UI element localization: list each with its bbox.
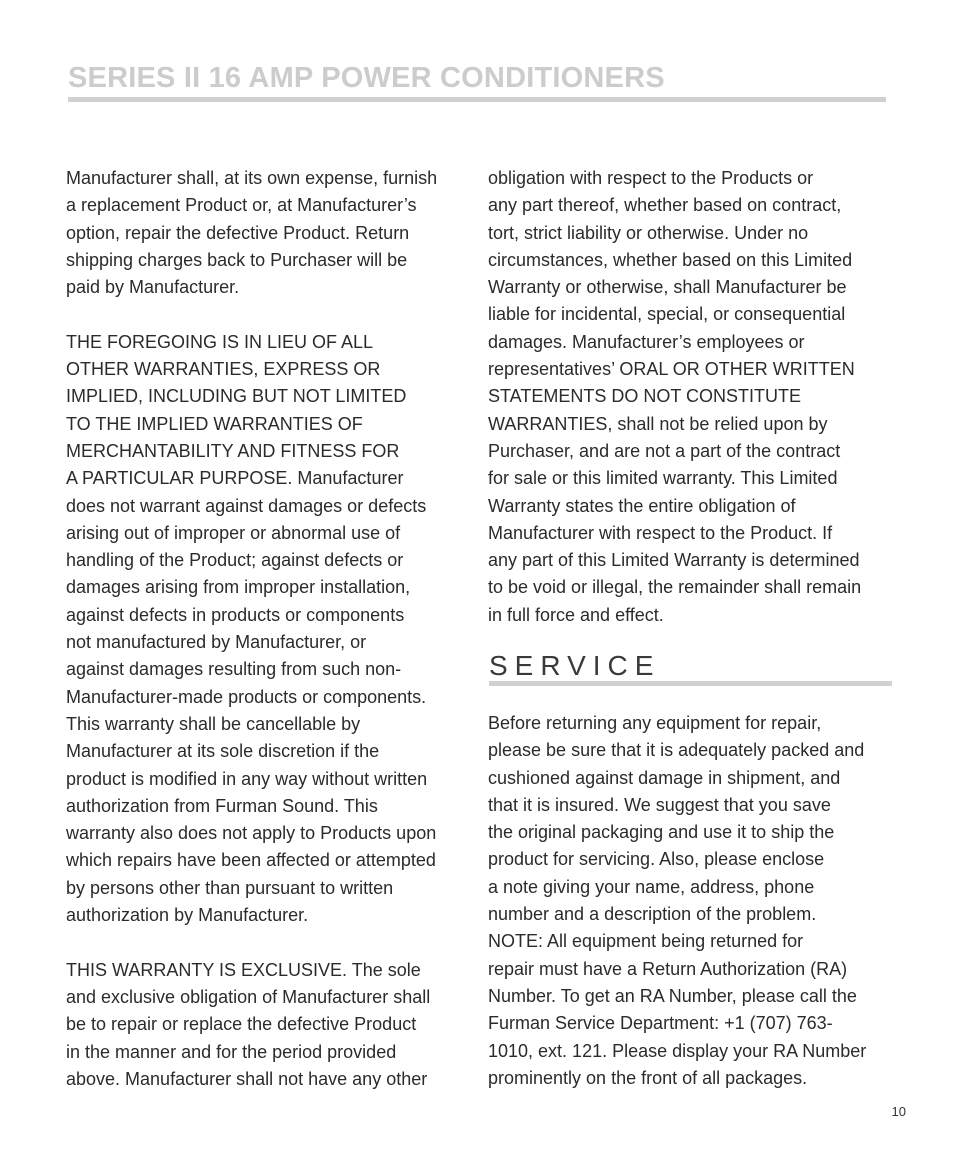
- text-line: THE FOREGOING IS IN LIEU OF ALL: [66, 331, 374, 352]
- text-line: authorization by Manufacturer.: [66, 905, 309, 926]
- text-line: any part of this Limited Warranty is determined: [488, 550, 860, 571]
- text-line: which repairs have been affected or attempted: [66, 850, 436, 871]
- text-line: Manufacturer at its sole discretion if the: [66, 741, 380, 762]
- text-line: A PARTICULAR PURPOSE. Manufacturer: [66, 468, 404, 489]
- page-number: 10: [891, 1104, 906, 1119]
- text-line: repair must have a Return Authorization (RA): [488, 958, 848, 979]
- text-line: tort, strict liability or otherwise. Under no: [488, 222, 809, 243]
- text-line: STATEMENTS DO NOT CONSTITUTE: [488, 386, 802, 407]
- text-line: obligation with respect to the Products or: [488, 168, 814, 188]
- page-title: SERIES II 16 AMP POWER CONDITIONERS: [68, 62, 665, 94]
- warranty-paragraph-2: [66, 329, 466, 930]
- text-line: TO THE IMPLIED WARRANTIES OF: [66, 413, 363, 434]
- warranty-paragraph-1: [66, 165, 466, 301]
- right-column: [488, 165, 890, 629]
- text-line: option, repair the defective Product. Return: [66, 222, 410, 243]
- text-line: a note giving your name, address, phone: [488, 876, 815, 897]
- service-paragraph: [488, 710, 890, 1092]
- text-line: against defects in products or components: [66, 604, 405, 625]
- text-line: damages. Manufacturer’s employees or: [488, 331, 805, 352]
- text-line: warranty also does not apply to Products upon: [66, 823, 437, 844]
- text-line: OTHER WARRANTIES, EXPRESS OR: [66, 359, 381, 380]
- text-line: paid by Manufacturer.: [66, 277, 240, 298]
- text-line: in the manner and for the period provided: [66, 1041, 397, 1062]
- text-line: circumstances, whether based on this Limited: [488, 249, 853, 270]
- left-column: [66, 165, 466, 1093]
- text-line: please be sure that it is adequately packed and: [488, 740, 865, 761]
- text-line: WARRANTIES, shall not be relied upon by: [488, 413, 828, 434]
- text-line: NOTE: All equipment being returned for: [488, 931, 804, 952]
- text-line: Manufacturer shall, at its own expense, furnish: [66, 168, 438, 188]
- warranty-paragraph-4: [488, 165, 890, 629]
- text-line: representatives’ ORAL OR OTHER WRITTEN: [488, 359, 855, 380]
- text-line: number and a description of the problem.: [488, 904, 817, 925]
- text-line: 1010, ext. 121. Please display your RA Number: [488, 1040, 867, 1061]
- text-line: Warranty or otherwise, shall Manufacturer be: [488, 277, 847, 298]
- text-line: Warranty states the entire obligation of: [488, 495, 796, 516]
- text-line: by persons other than pursuant to written: [66, 877, 394, 898]
- text-line: any part thereof, whether based on contract,: [488, 195, 842, 216]
- text-line: cushioned against damage in shipment, and: [488, 767, 841, 788]
- text-line: arising out of improper or abnormal use of: [66, 522, 401, 543]
- text-line: for sale or this limited warranty. This Limited: [488, 468, 838, 489]
- text-line: in full force and effect.: [488, 604, 664, 625]
- title-divider: [68, 97, 886, 102]
- text-line: Manufacturer-made products or components.: [66, 686, 427, 707]
- text-line: Purchaser, and are not a part of the contract: [488, 440, 841, 461]
- text-line: that it is insured. We suggest that you save: [488, 794, 831, 815]
- text-line: shipping charges back to Purchaser will be: [66, 249, 408, 270]
- text-line: handling of the Product; against defects or: [66, 550, 404, 571]
- text-line: Manufacturer with respect to the Product. If: [488, 522, 833, 543]
- text-line: the original packaging and use it to ship the: [488, 822, 835, 843]
- text-line: product for servicing. Also, please enclose: [488, 849, 825, 870]
- text-line: to be void or illegal, the remainder shall remain: [488, 577, 862, 598]
- text-line: against damages resulting from such non-: [66, 659, 402, 680]
- text-line: be to repair or replace the defective Product: [66, 1014, 417, 1035]
- service-heading: SERVICE: [489, 650, 661, 681]
- text-line: Number. To get an RA Number, please call the: [488, 985, 857, 1006]
- text-line: a replacement Product or, at Manufacturer’s: [66, 195, 417, 216]
- service-divider: [489, 681, 892, 686]
- text-line: This warranty shall be cancellable by: [66, 713, 361, 734]
- text-line: prominently on the front of all packages.: [488, 1067, 808, 1088]
- text-line: MERCHANTABILITY AND FITNESS FOR: [66, 440, 400, 461]
- warranty-paragraph-3: [66, 957, 466, 1093]
- text-line: above. Manufacturer shall not have any other: [66, 1068, 428, 1089]
- text-line: authorization from Furman Sound. This: [66, 795, 378, 816]
- text-line: Furman Service Department: +1 (707) 763-: [488, 1013, 833, 1034]
- text-line: not manufactured by Manufacturer, or: [66, 632, 367, 653]
- text-line: damages arising from improper installation,: [66, 577, 411, 598]
- text-line: IMPLIED, INCLUDING BUT NOT LIMITED: [66, 386, 407, 407]
- text-line: liable for incidental, special, or consequential: [488, 304, 846, 325]
- service-column: [488, 710, 890, 1092]
- text-line: Before returning any equipment for repair,: [488, 713, 822, 733]
- text-line: THIS WARRANTY IS EXCLUSIVE. The sole: [66, 959, 421, 980]
- text-line: product is modified in any way without written: [66, 768, 428, 789]
- text-line: does not warrant against damages or defects: [66, 495, 427, 516]
- text-line: and exclusive obligation of Manufacturer shall: [66, 986, 431, 1007]
